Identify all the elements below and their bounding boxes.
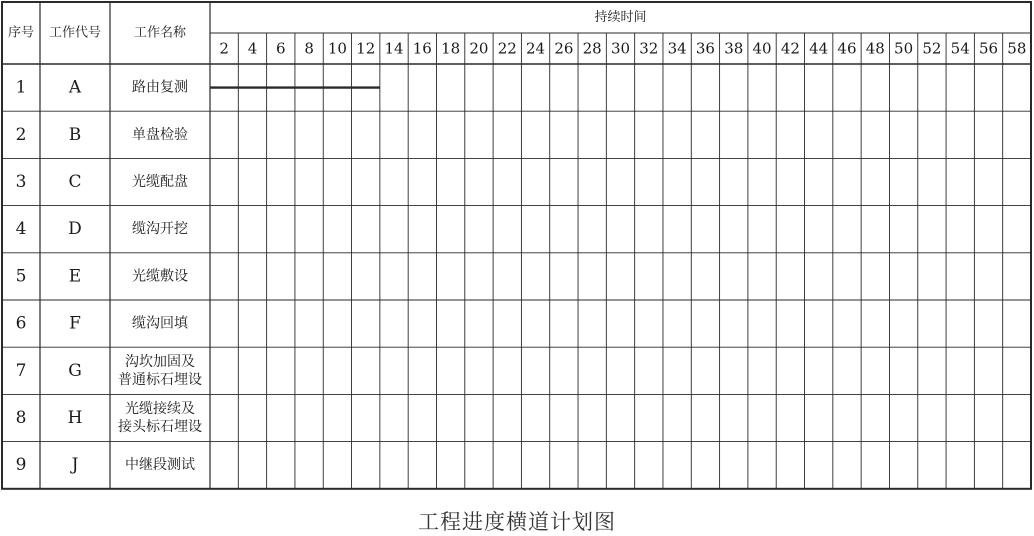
x-tick-label: 56	[978, 39, 999, 58]
task-code: H	[67, 408, 83, 428]
task-name: 中继段测试	[125, 457, 195, 474]
task-name: 光缆敷设	[132, 268, 188, 285]
x-tick-label: 50	[894, 39, 914, 58]
task-name: 缆沟回填	[132, 315, 188, 332]
task-seq: 2	[15, 124, 27, 145]
x-tick-label: 30	[610, 39, 631, 58]
task-name: 接头标石埋设	[118, 419, 202, 435]
header-code: 工作代号	[48, 25, 102, 41]
x-tick-label: 38	[724, 39, 744, 58]
x-tick-label: 48	[865, 39, 885, 58]
x-tick-label: 24	[526, 39, 546, 58]
task-seq: 6	[15, 313, 27, 334]
x-tick-label: 4	[247, 39, 258, 58]
header-duration: 持续时间	[594, 10, 647, 25]
x-tick-label: 40	[752, 39, 772, 58]
x-tick-label: 34	[667, 39, 687, 58]
x-tick-label: 46	[837, 39, 857, 58]
x-tick-label: 2	[219, 39, 229, 58]
task-code: D	[68, 219, 82, 240]
task-name: 普通标石埋设	[118, 371, 202, 388]
task-code: E	[68, 266, 82, 287]
task-name: 路由复测	[132, 79, 188, 96]
header-seq: 序号	[7, 25, 35, 41]
x-tick-label: 12	[356, 39, 376, 58]
task-seq: 9	[15, 455, 27, 476]
task-code: B	[68, 124, 82, 145]
task-name: 单盘检验	[132, 126, 188, 143]
x-tick-label: 20	[469, 39, 489, 58]
x-tick-label: 22	[497, 39, 517, 58]
chart-title: 工程进度横道计划图	[418, 510, 616, 534]
x-tick-label: 14	[384, 39, 404, 58]
task-seq: 1	[15, 77, 27, 98]
task-seq: 3	[15, 172, 27, 192]
x-tick-label: 58	[1007, 39, 1027, 58]
x-tick-label: 8	[304, 39, 314, 58]
task-code: A	[68, 77, 82, 98]
x-tick-label: 44	[809, 39, 829, 58]
x-tick-label: 6	[276, 39, 286, 58]
x-tick-label: 18	[441, 39, 461, 58]
task-seq: 4	[15, 219, 27, 240]
task-name: 沟坎加固及	[125, 353, 195, 370]
task-code: J	[71, 455, 79, 476]
task-name: 缆沟开挖	[132, 221, 188, 238]
x-tick-label: 36	[695, 39, 715, 58]
task-code: F	[69, 313, 81, 334]
x-tick-label: 10	[327, 39, 347, 58]
x-tick-label: 52	[922, 39, 942, 58]
x-tick-label: 42	[780, 39, 800, 58]
x-tick-label: 16	[412, 39, 432, 58]
task-code: G	[68, 360, 82, 381]
x-tick-label: 26	[554, 39, 574, 58]
task-seq: 5	[15, 266, 27, 287]
task-name: 光缆接续及	[125, 401, 195, 417]
x-tick-label: 32	[639, 39, 659, 58]
x-tick-label: 28	[582, 39, 602, 58]
task-seq: 8	[15, 408, 27, 428]
x-tick-label: 54	[950, 39, 970, 58]
task-code: C	[68, 172, 82, 192]
task-seq: 7	[15, 360, 27, 381]
header-name: 工作名称	[133, 25, 187, 41]
task-name: 光缆配盘	[132, 174, 188, 190]
